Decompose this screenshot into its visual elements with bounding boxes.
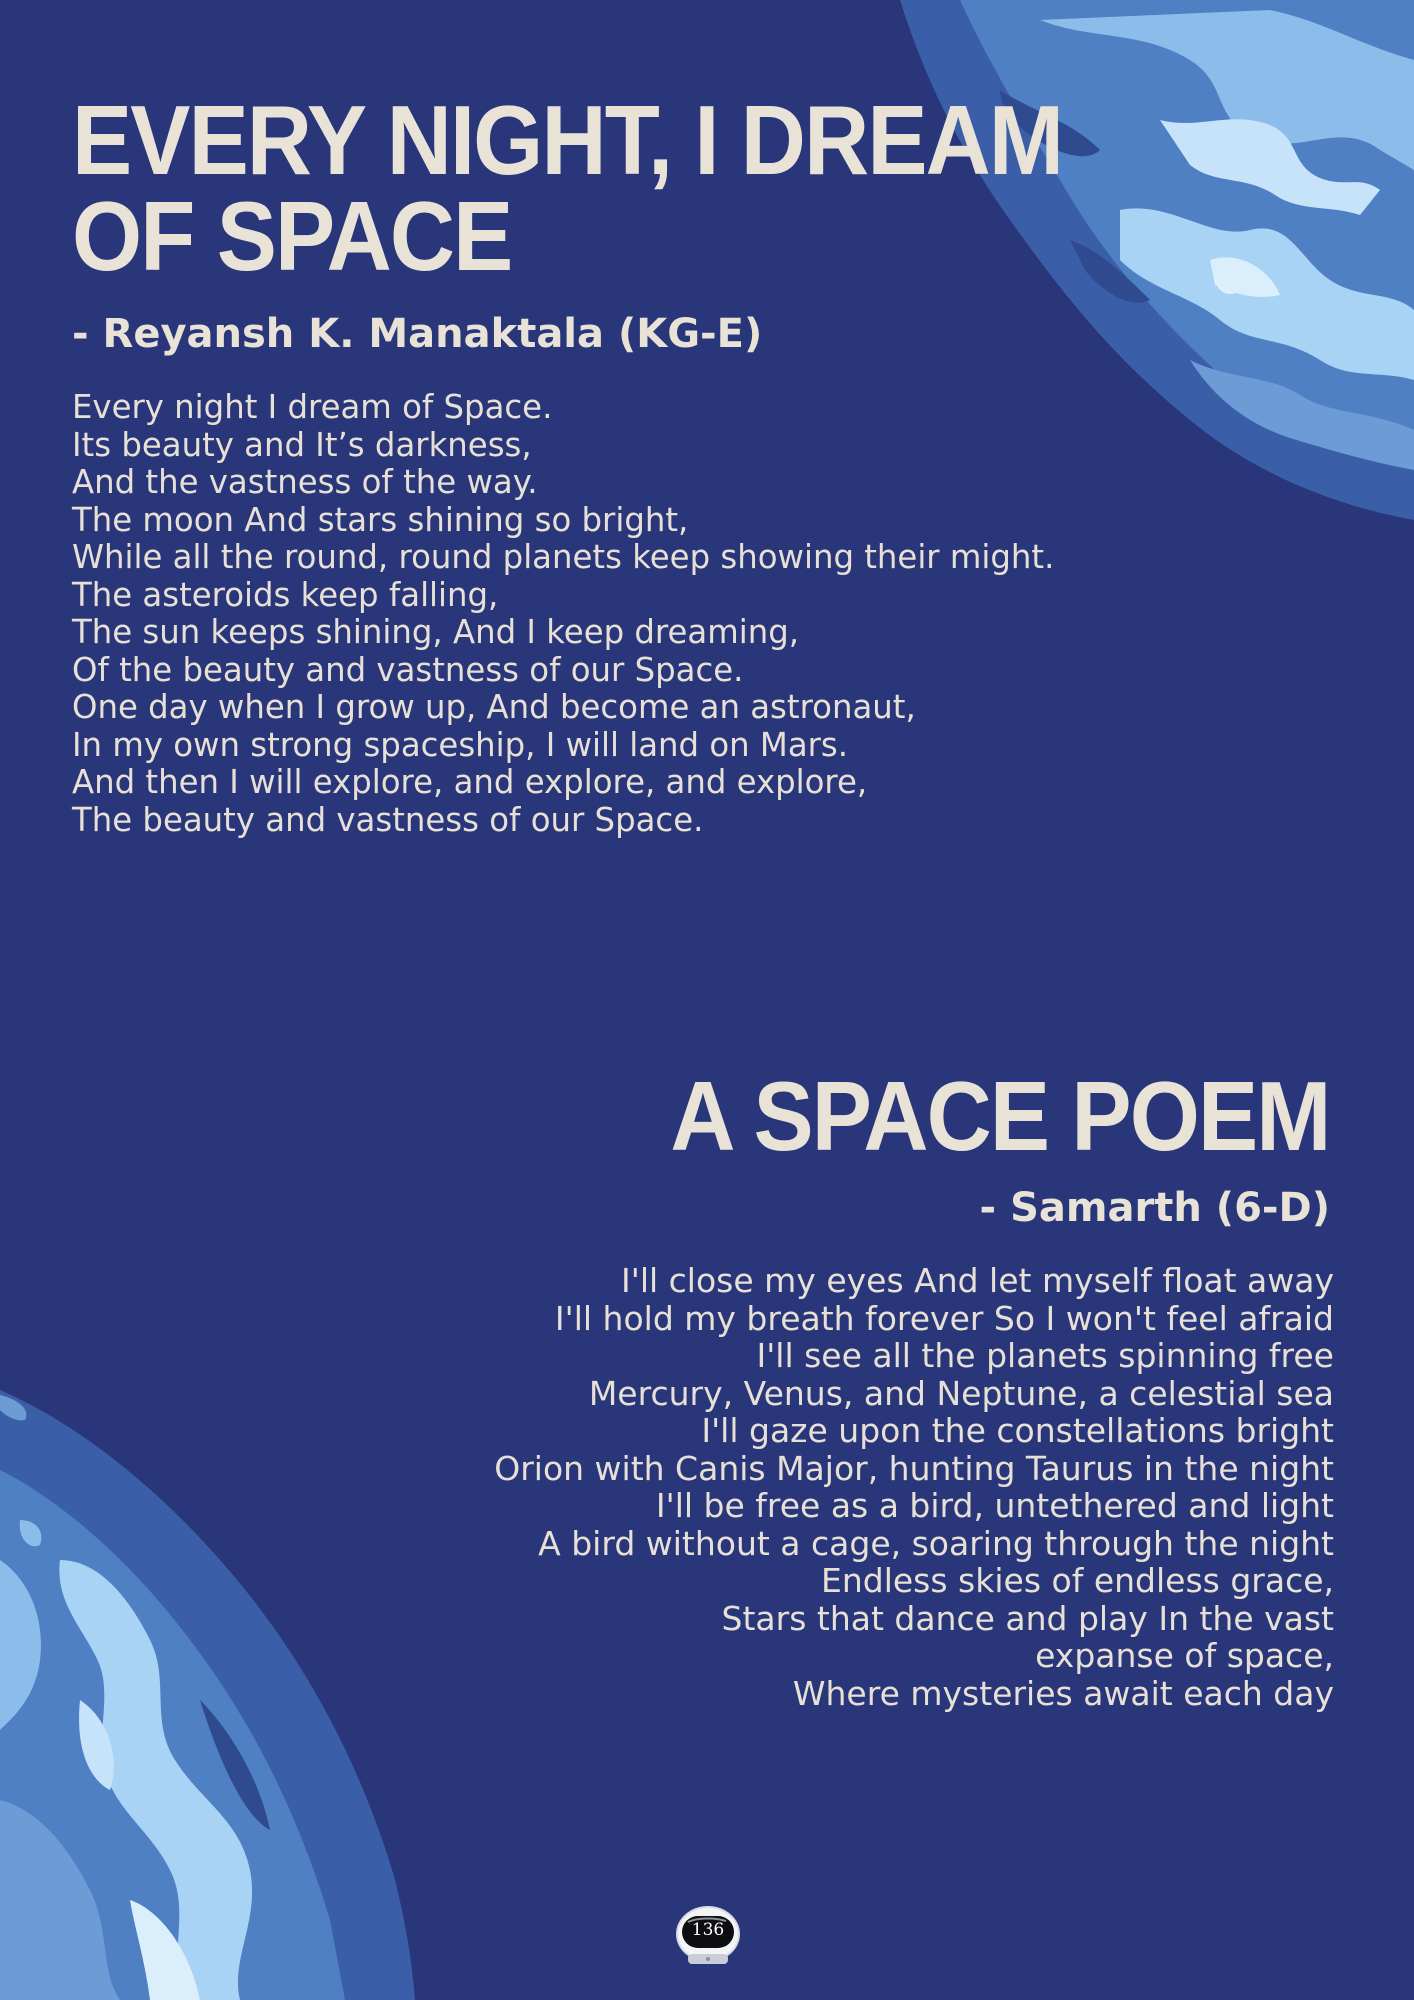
poem-line: Mercury, Venus, and Neptune, a celestial sea [588,1373,1334,1413]
poem-line: The asteroids keep falling, [72,574,499,614]
poem-author: - Reyansh K. Manaktala (KG-E) [72,311,763,357]
poem-line: The beauty and vastness of our Space. [72,799,704,839]
poem-line: Of the beauty and vastness of our Space. [72,649,744,689]
poem-line: Every night I dream of Space. [72,387,553,426]
poem-line: In my own strong spaceship, I will land on Mars. [72,724,849,764]
poem-line: I'll gaze upon the constellations bright [701,1411,1334,1450]
poem-line: Its beauty and It’s darkness, [72,424,532,464]
poem-line: And then I will explore, and explore, and explore, [72,762,868,801]
poem-line: The moon And stars shining so bright, [72,499,689,539]
poem-line: Orion with Canis Major, hunting Taurus in the night [494,1448,1334,1488]
poem-line: A bird without a cage, soaring through the night [538,1523,1334,1563]
poem-title: EVERY NIGHT, I DREAM OF SPACE [72,85,1063,291]
page-number-badge [674,1904,742,1966]
poem-line: I'll close my eyes And let myself float away [621,1261,1334,1300]
poem-author: - Samarth (6-D) [979,1185,1330,1231]
poem-line: Stars that dance and play In the vast expanse of space, [721,1598,1334,1675]
poem-line: Endless skies of endless grace, [821,1561,1334,1600]
poem-line: And the vastness of the way. [72,462,538,501]
poem-line: One day when I grow up, And become an astronaut, [72,687,916,726]
poem-line: While all the round, round planets keep showing their might. [72,537,1055,576]
poem-line: I'll be free as a bird, untethered and light [655,1486,1334,1525]
poem-line: The sun keeps shining, And I keep dreaming, [72,612,800,651]
poem-line: I'll see all the planets spinning free [756,1336,1334,1375]
poem-line: I'll hold my breath forever So I won't feel afraid [554,1298,1334,1338]
poem-title: A SPACE POEM [670,1061,1330,1171]
poem-body [72,388,1054,838]
poem-line: Where mysteries await each day [792,1673,1334,1713]
poem-body [334,1262,1334,1712]
page-number: 136 [691,1920,725,1940]
